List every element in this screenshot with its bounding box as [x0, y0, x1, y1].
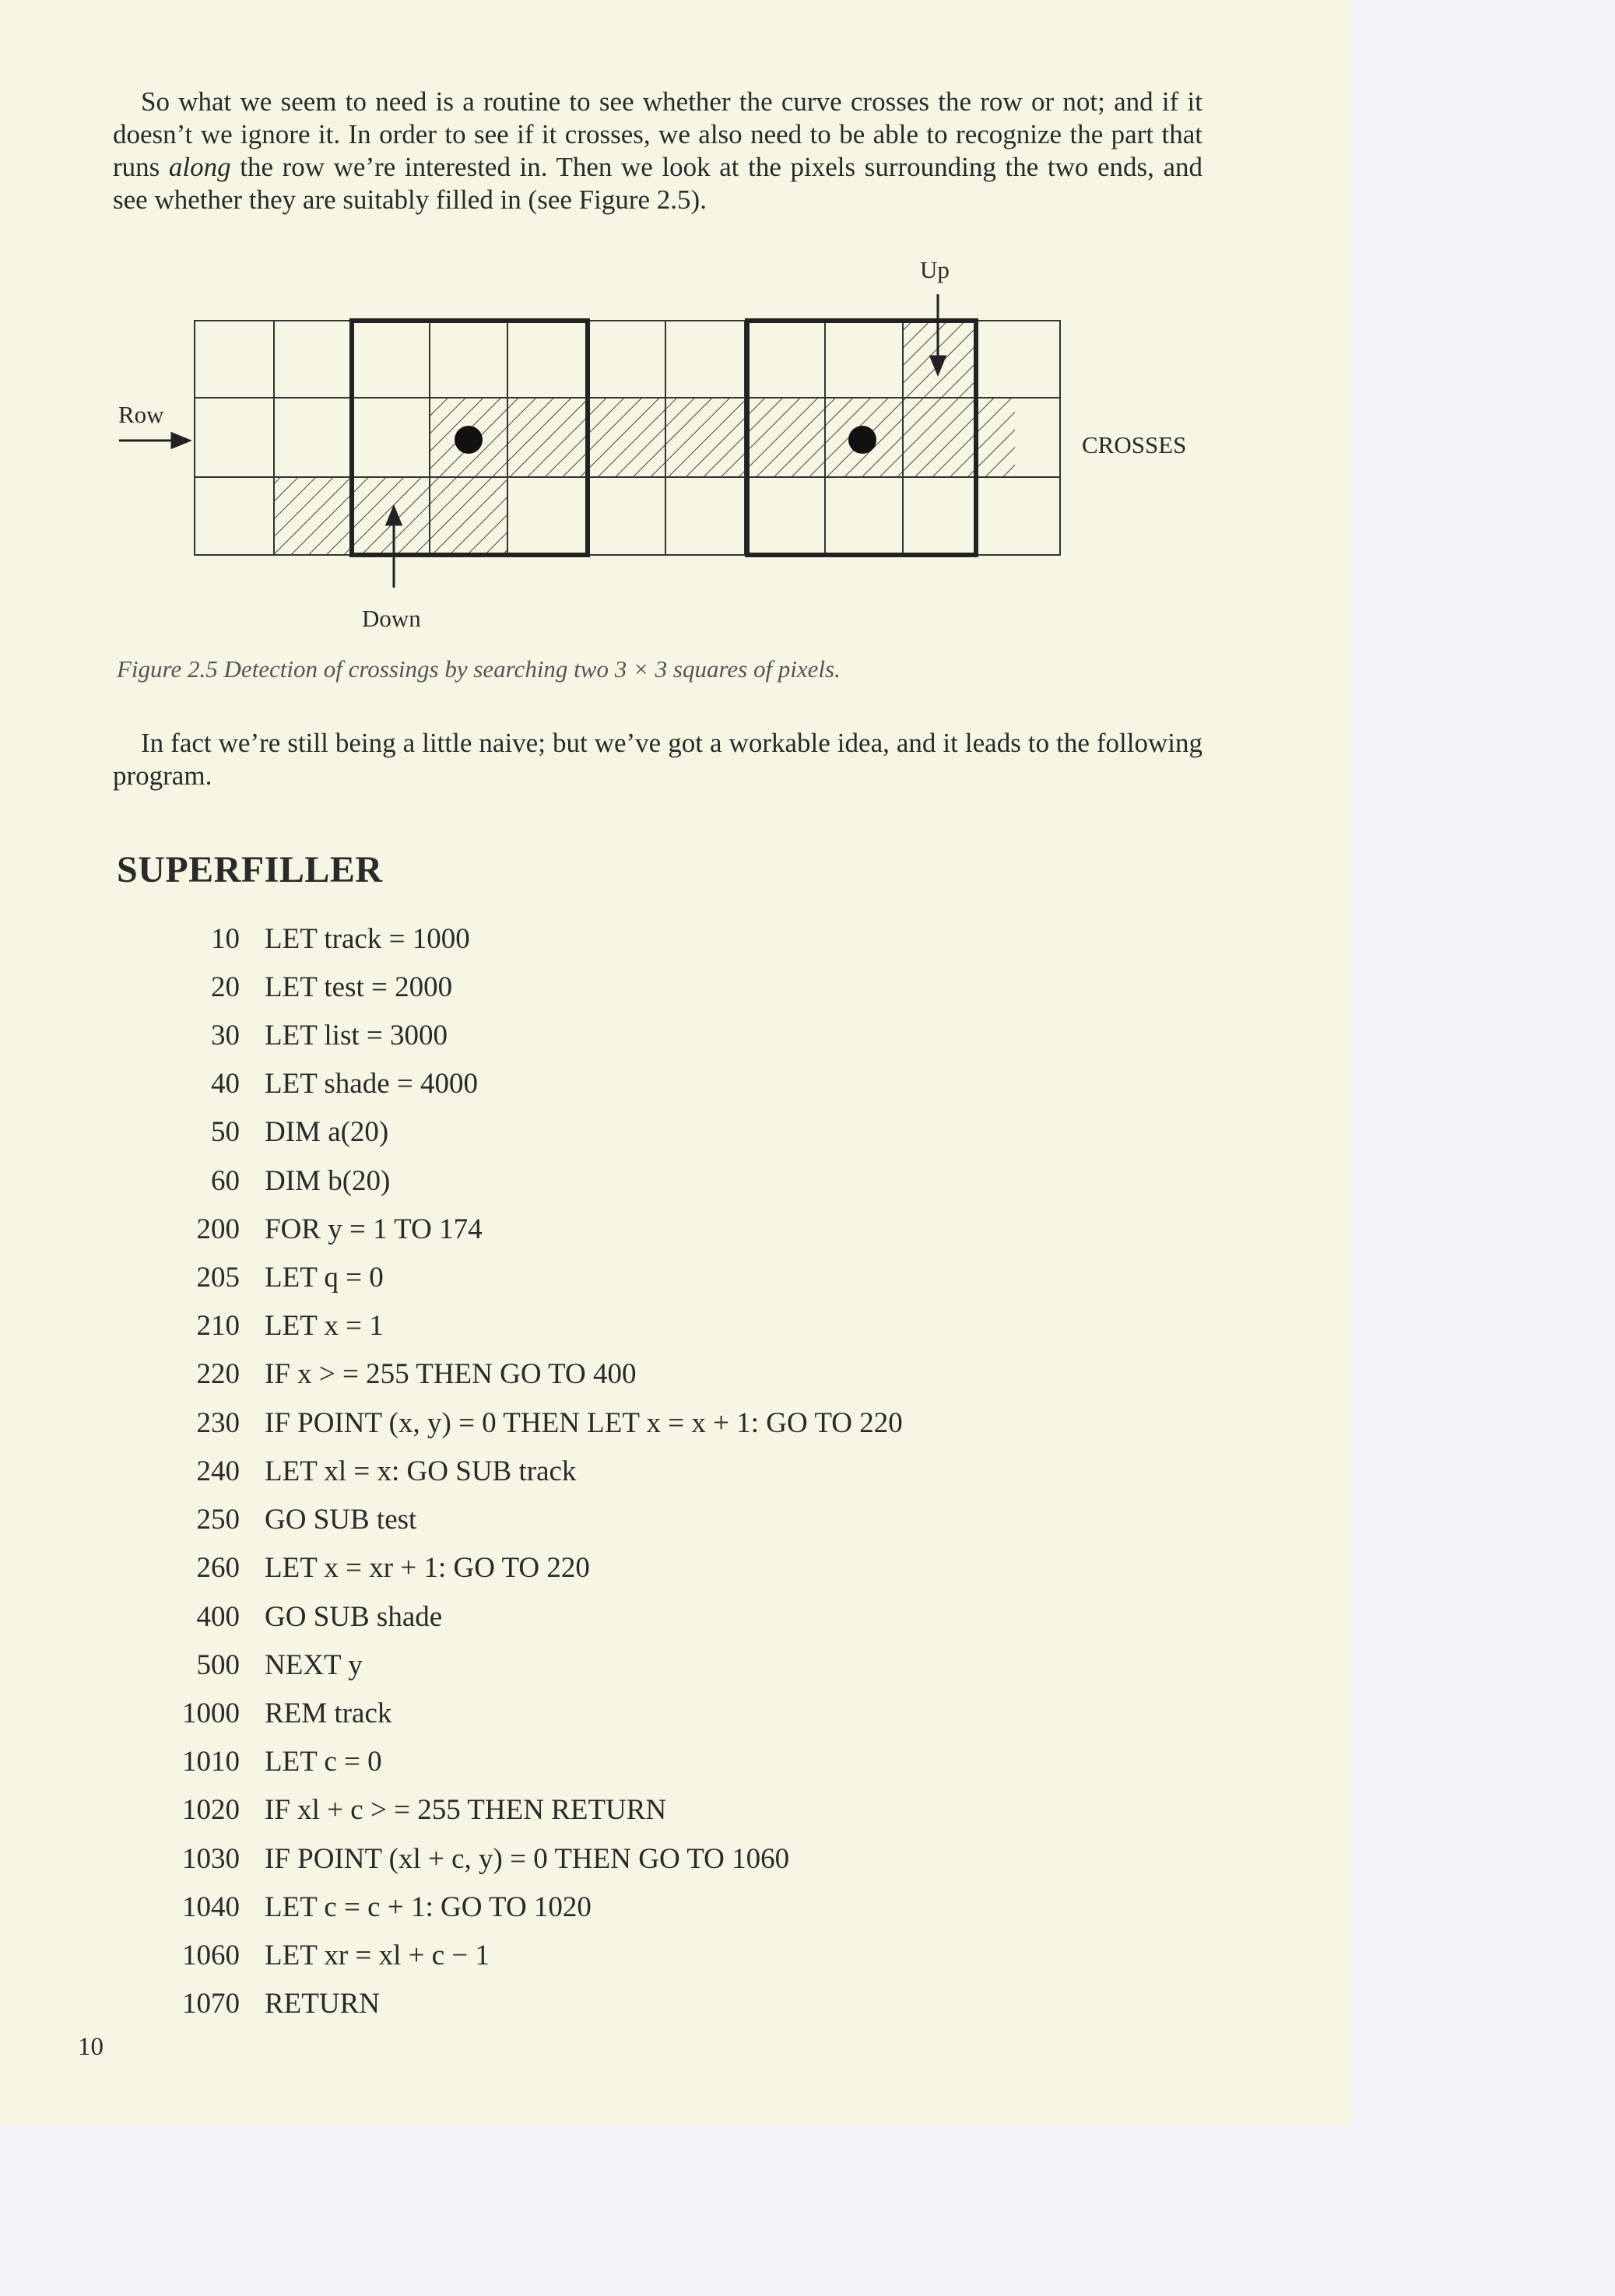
line-number: 220	[196, 1358, 240, 1390]
line-statement: LET c = c + 1: GO TO 1020	[265, 1891, 592, 1923]
line-number: 1040	[182, 1891, 240, 1923]
line-statement: LET test = 2000	[265, 971, 453, 1003]
figure-caption: Figure 2.5 Detection of crossings by searching two 3 × 3 squares of pixels.	[117, 655, 841, 683]
line-number: 205	[196, 1262, 240, 1294]
figure-2-5	[0, 0, 1350, 654]
line-statement: IF x > = 255 THEN GO TO 400	[265, 1358, 637, 1390]
line-number: 250	[196, 1504, 240, 1536]
line-number: 400	[196, 1601, 240, 1633]
line-statement: REM track	[265, 1697, 392, 1729]
line-statement: LET xl = x: GO SUB track	[265, 1455, 577, 1487]
left-end-dot	[455, 426, 483, 454]
intro-emphasis: along	[168, 152, 231, 182]
line-statement: IF POINT (x, y) = 0 THEN LET x = x + 1: GO TO 220	[265, 1407, 903, 1439]
line-statement: LET q = 0	[265, 1262, 384, 1294]
row-arrow-head	[172, 434, 189, 448]
label-up: Up	[920, 256, 950, 283]
label-row: Row	[118, 401, 164, 428]
label-down: Down	[362, 605, 421, 632]
line-number: 30	[211, 1020, 240, 1051]
line-statement: NEXT y	[265, 1649, 363, 1681]
line-statement: GO SUB test	[265, 1504, 417, 1536]
intro-text-end: the row we’re interested in. Then we look at the pixels surrounding the two ends, and see whether they are suitably filled in (see Figure 2.5).	[113, 152, 1202, 215]
line-statement: DIM a(20)	[265, 1116, 389, 1148]
line-number: 260	[196, 1552, 240, 1584]
line-statement: LET c = 0	[265, 1746, 382, 1778]
label-crosses: CROSSES	[1082, 431, 1187, 458]
line-number: 60	[211, 1165, 240, 1197]
line-statement: DIM b(20)	[265, 1165, 391, 1197]
line-number: 1010	[182, 1746, 240, 1778]
line-statement: LET x = 1	[265, 1310, 384, 1342]
line-number: 1060	[182, 1940, 240, 1971]
line-number: 1020	[182, 1794, 240, 1826]
line-number: 1070	[182, 1988, 240, 2020]
line-statement: FOR y = 1 TO 174	[265, 1213, 483, 1245]
line-number: 20	[211, 971, 240, 1003]
line-number: 200	[196, 1213, 240, 1245]
line-number: 500	[196, 1649, 240, 1681]
line-statement: LET xr = xl + c − 1	[265, 1940, 490, 1971]
hatched-pixels	[274, 321, 1015, 555]
line-number: 230	[196, 1407, 240, 1439]
line-statement: IF xl + c > = 255 THEN RETURN	[265, 1794, 667, 1826]
intro-text-start: So what we seem to need is a routine to see whether the curve crosses the row or not; and if it doesn’t we ignore it. In order to see if it crosses, we also need to be able to recognize the part that runs	[113, 86, 1202, 182]
line-number: 1030	[182, 1843, 240, 1875]
line-statement: LET list = 3000	[265, 1020, 448, 1051]
second-paragraph	[113, 727, 1202, 792]
line-statement: GO SUB shade	[265, 1601, 443, 1633]
line-statement: LET x = xr + 1: GO TO 220	[265, 1552, 590, 1584]
line-statement: IF POINT (xl + c, y) = 0 THEN GO TO 1060	[265, 1843, 790, 1875]
line-number: 50	[211, 1116, 240, 1148]
line-number: 210	[196, 1310, 240, 1342]
line-number: 40	[211, 1068, 240, 1100]
page-number: 10	[78, 2033, 104, 2061]
program-heading: SUPERFILLER	[117, 849, 383, 890]
right-end-dot	[848, 426, 876, 454]
second-paragraph-text: In fact we’re still being a little naive; but we’ve got a workable idea, and it leads to the following program.	[113, 728, 1202, 791]
line-statement: LET shade = 4000	[265, 1068, 478, 1100]
line-statement: RETURN	[265, 1988, 380, 2020]
line-statement: LET track = 1000	[265, 923, 470, 955]
line-number: 10	[211, 923, 240, 955]
line-number: 240	[196, 1455, 240, 1487]
line-number: 1000	[182, 1697, 240, 1729]
